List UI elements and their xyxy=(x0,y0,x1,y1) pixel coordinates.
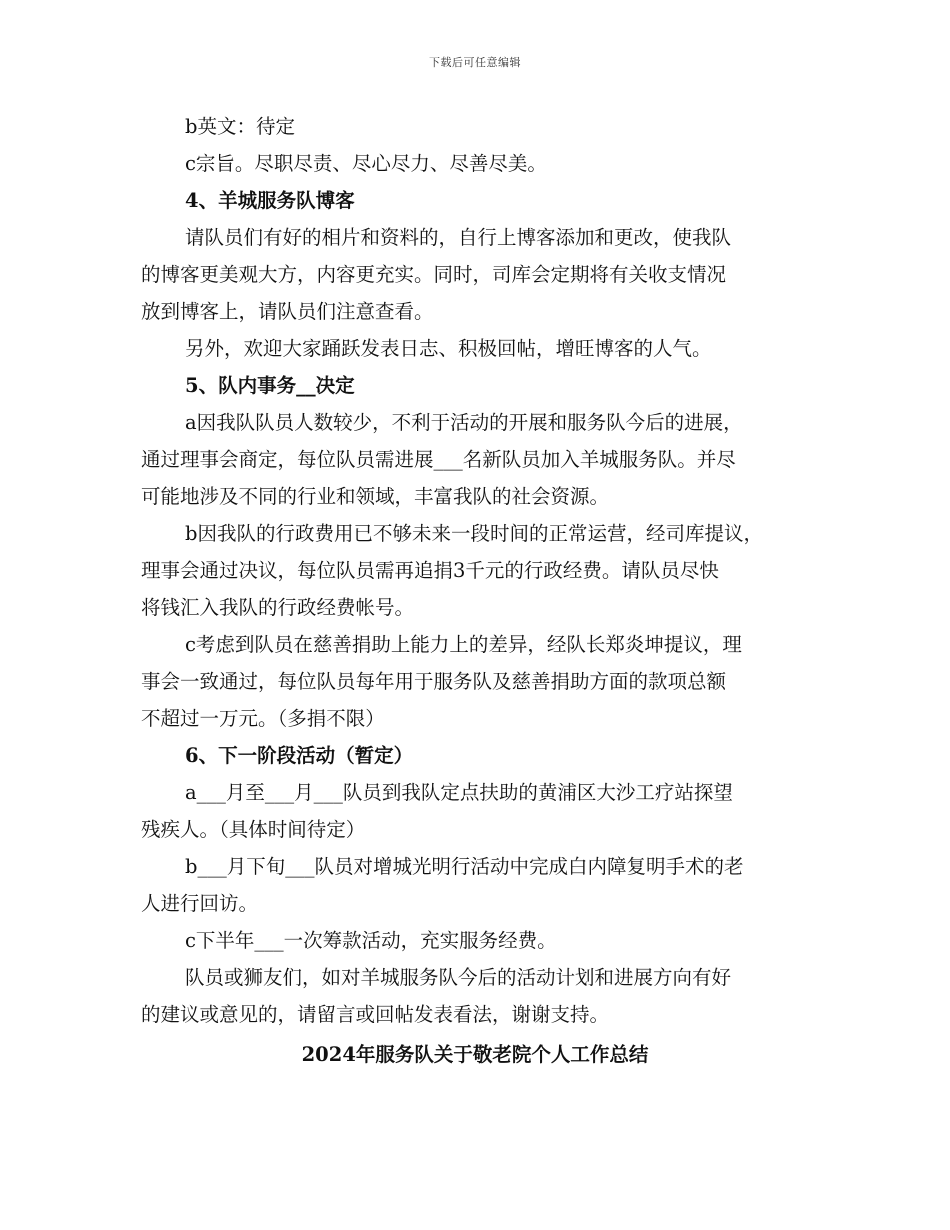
paragraph-line: a___月至___月___队员到我队定点扶助的黄浦区大沙工疗站探望 xyxy=(185,781,733,804)
paragraph-line: b___月下旬___队员对增城光明行活动中完成白内障复明手术的老 xyxy=(185,855,744,878)
section-heading: 6、下一阶段活动（暂定） xyxy=(185,744,414,767)
document-body xyxy=(141,108,821,1033)
paragraph-line: a因我队队员人数较少，不利于活动的开展和服务队今后的进展， xyxy=(185,411,743,434)
paragraph-line: 不超过一万元。（多捐不限） xyxy=(141,707,385,730)
paragraph-line: c下半年___一次筹款活动，充实服务经费。 xyxy=(185,929,557,952)
paragraph-line: 人进行回访。 xyxy=(141,892,259,915)
section-heading: 5、队内事务__决定 xyxy=(185,374,355,397)
paragraph-line: 可能地涉及不同的行业和领域，丰富我队的社会资源。 xyxy=(141,485,610,508)
paragraph-line: 队员或狮友们，如对羊城服务队今后的活动计划和进展方向有好 xyxy=(185,966,732,989)
paragraph-line: c宗旨。尽职尽责、尽心尽力、尽善尽美。 xyxy=(185,152,547,175)
paragraph-line: 残疾人。（具体时间待定） xyxy=(141,818,366,841)
paragraph-line: 事会一致通过，每位队员每年用于服务队及慈善捐助方面的款项总额 xyxy=(141,670,727,693)
paragraph-line: b因我队的行政费用已不够未来一段时间的正常运营，经司库提议， xyxy=(185,522,763,545)
paragraph-line: 放到博客上，请队员们注意查看。 xyxy=(141,300,434,323)
section-heading: 4、羊城服务队博客 xyxy=(185,189,355,212)
page-header-note: 下载后可任意编辑 xyxy=(429,56,521,69)
paragraph-line: 请队员们有好的相片和资料的，自行上博客添加和更改，使我队 xyxy=(185,226,732,249)
paragraph-line: 将钱汇入我队的行政经费帐号。 xyxy=(141,596,415,619)
paragraph-line: 通过理事会商定，每位队员需进展___名新队员加入羊城服务队。并尽 xyxy=(141,448,736,471)
paragraph-line: 的博客更美观大方，内容更充实。同时，司库会定期将有关收支情况 xyxy=(141,263,727,286)
paragraph-line: 的建议或意见的，请留言或回帖发表看法，谢谢支持。 xyxy=(141,1003,610,1026)
next-document-title: 2024年服务队关于敬老院个人工作总结 xyxy=(301,1043,649,1066)
paragraph-line: c考虑到队员在慈善捐助上能力上的差异，经队长郑炎坤提议，理 xyxy=(185,633,742,656)
paragraph-line: b英文：待定 xyxy=(185,115,295,138)
paragraph-line: 理事会通过决议，每位队员需再追捐3千元的行政经费。请队员尽快 xyxy=(141,559,719,582)
paragraph-line: 另外，欢迎大家踊跃发表日志、积极回帖，增旺博客的人气。 xyxy=(185,337,712,360)
